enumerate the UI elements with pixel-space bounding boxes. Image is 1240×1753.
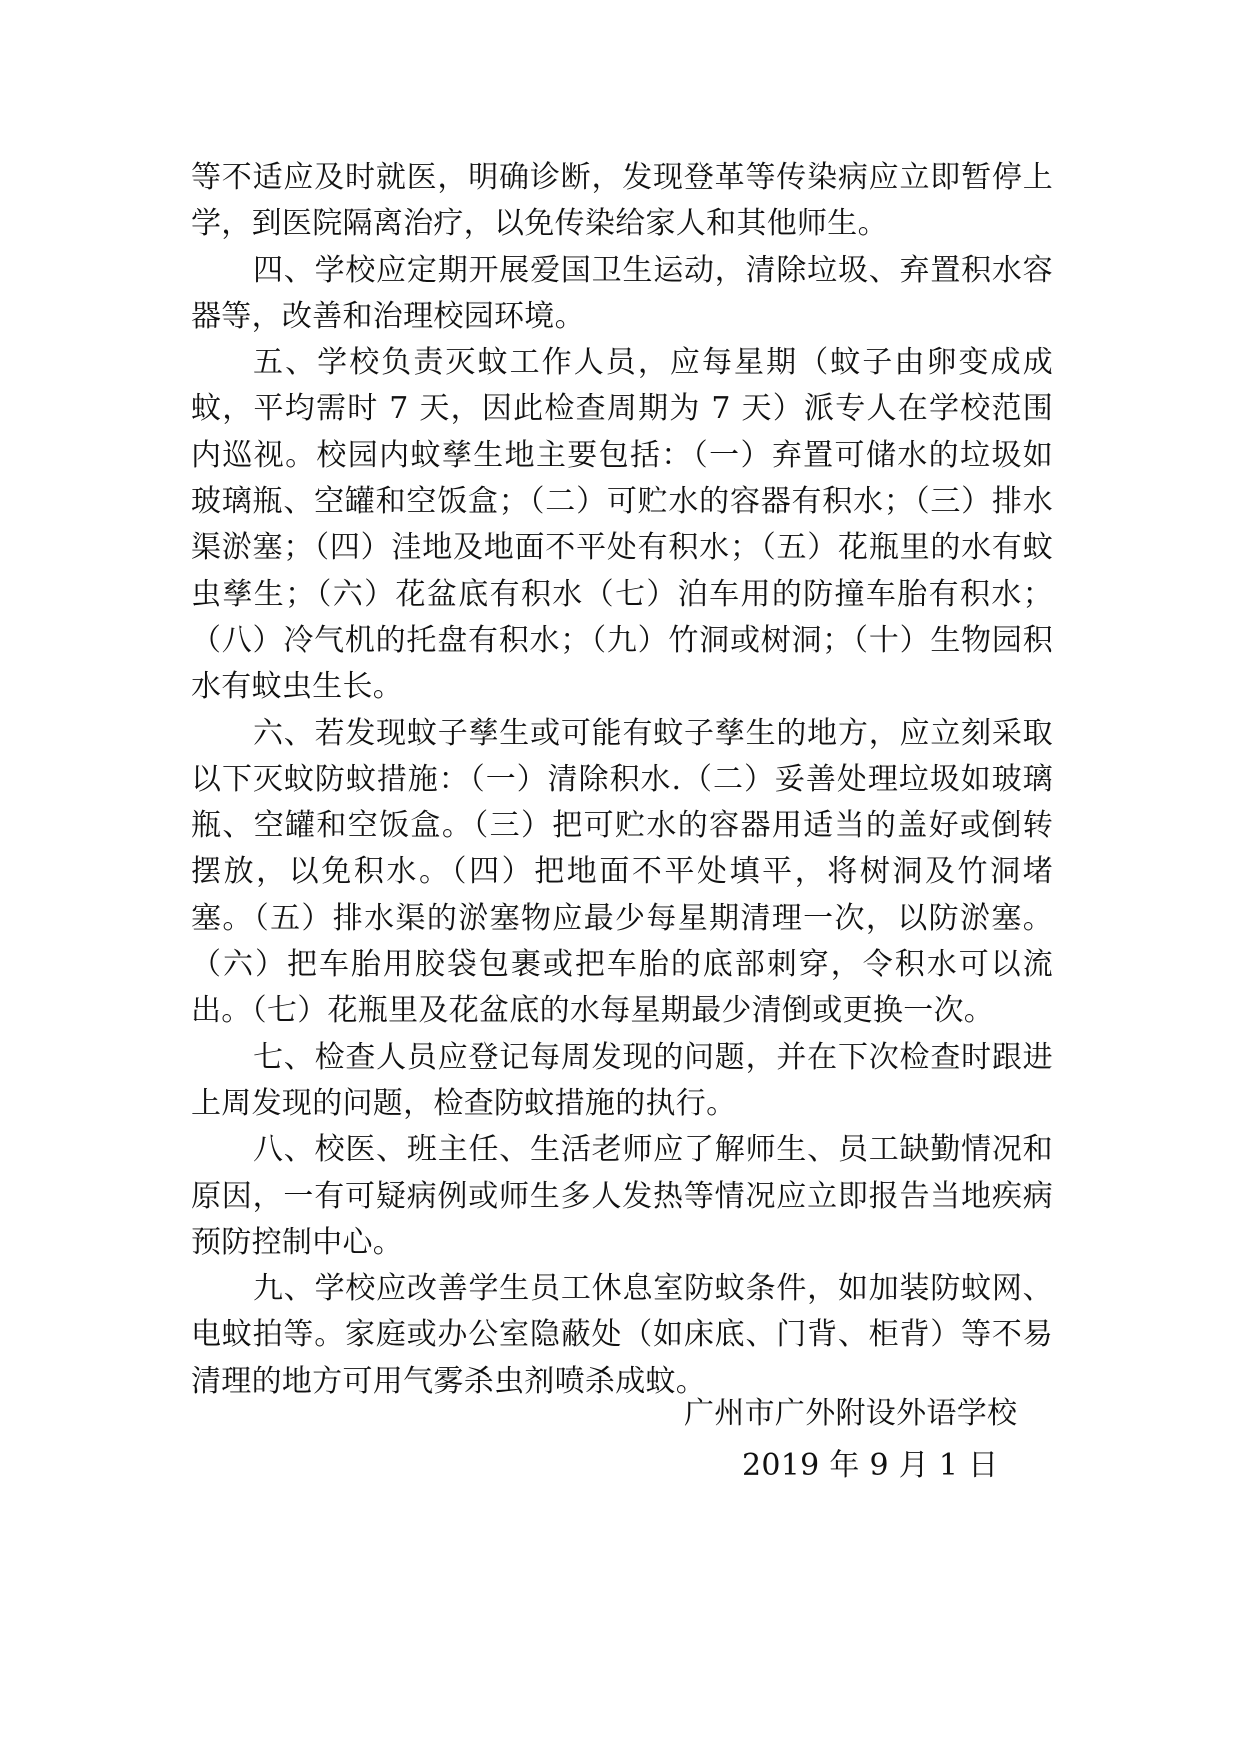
paragraph-item-4: 四、学校应定期开展爱国卫生运动，清除垃圾、弃置积水容器等，改善和治理校园环境。 — [191, 252, 1053, 334]
paragraph-item-7: 七、检查人员应登记每周发现的问题，并在下次检查时跟进上周发现的问题，检查防蚊措施的执行。 — [191, 1039, 1053, 1121]
signature-organization: 广州市广外附设外语学校 — [684, 1396, 1018, 1431]
paragraph-item-9: 九、学校应改善学生员工休息室防蚊条件，如加装防蚊网、电蚊拍等。家庭或办公室隐蔽处（如床底、门背、柜背）等不易清理的地方可用气雾杀虫剂喷杀成蚊。 — [191, 1271, 1053, 1399]
paragraph-item-5: 五、学校负责灭蚊工作人员，应每星期（蚊子由卵变成成蚊，平均需时 7 天，因此检查周期为 7 天）派专人在学校范围内巡视。校园内蚊孳生地主要包括：（一）弃置可储水的垃圾如玻璃瓶、空罐和空饭盒；（二）可贮水的容器有积水；（三）排水渠淤塞；（四）洼地及地面不平处有积水；（五）花瓶里的水有蚊虫孳生；（六）花盆底有积水（七）泊车用的防撞车胎有积水；（八）冷气机的托盘有积水；（九）竹洞或树洞；（十）生物园积水有蚊虫生长。 — [191, 345, 1053, 705]
signature-block — [650, 1388, 1030, 1492]
document-body — [191, 155, 1053, 1405]
paragraph-item-8: 八、校医、班主任、生活老师应了解师生、员工缺勤情况和原因，一有可疑病例或师生多人发热等情况应立即报告当地疾病预防控制中心。 — [191, 1132, 1053, 1260]
paragraph-item-6: 六、若发现蚊子孳生或可能有蚊子孳生的地方，应立刻采取以下灭蚊防蚊措施：（一）清除积水.（二）妥善处理垃圾如玻璃瓶、空罐和空饭盒。（三）把可贮水的容器用适当的盖好或倒转摆放，以免积水。（四）把地面不平处填平，将树洞及竹洞堵塞。（五）排水渠的淤塞物应最少每星期清理一次，以防淤塞。（六）把车胎用胶袋包裹或把车胎的底部刺穿，令积水可以流出。（七）花瓶里及花盆底的水每星期最少清倒或更换一次。 — [191, 715, 1053, 1029]
signature-date: 2019 年 9 月 1 日 — [742, 1448, 999, 1483]
paragraph-continuation: 等不适应及时就医，明确诊断，发现登革等传染病应立即暂停上学，到医院隔离治疗，以免传染给家人和其他师生。 — [191, 160, 1053, 242]
